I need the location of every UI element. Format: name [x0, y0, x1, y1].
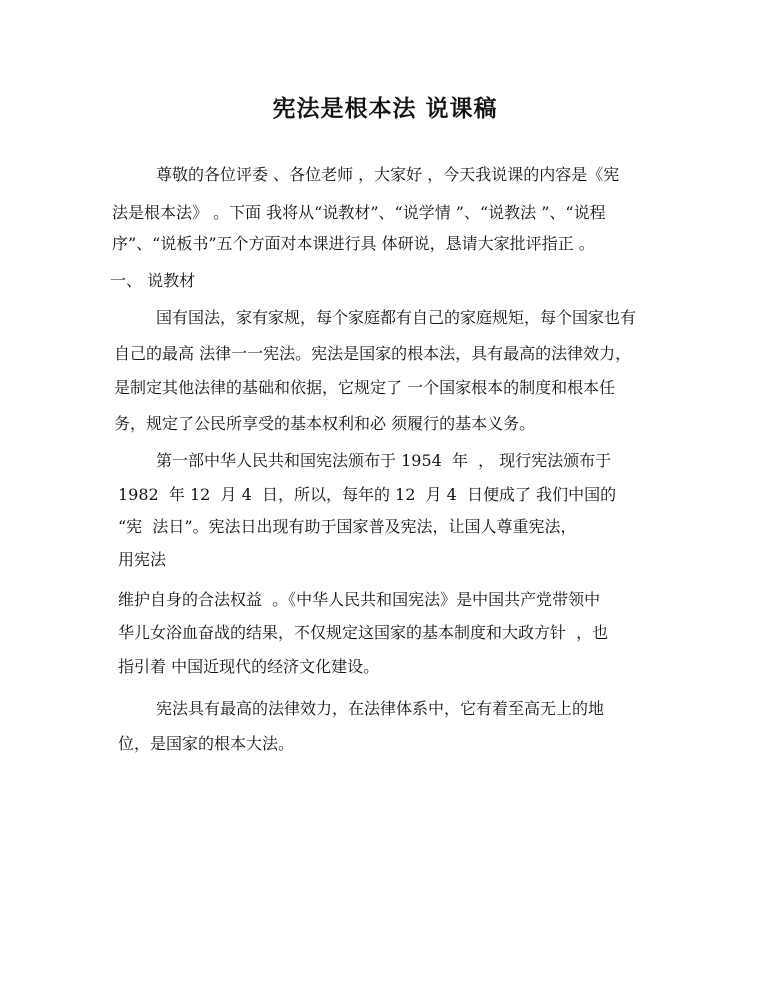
para3-line-2: 华儿女浴血奋战的结果，不仅规定这国家的基本制度和大政方针 ，也 — [118, 623, 609, 642]
intro-line-3: 序”、“说板书”五个方面对本课进行具 体研说，恳请大家批评指正 。 — [112, 234, 595, 253]
para2-line-4: 用宪法 — [118, 550, 167, 569]
para2-line-2: 1982 年 12 月 4 日，所以，每年的 12 月 4 日便成了 我们中国的 — [118, 485, 617, 504]
para1-line-1: 国有国法，家有家规，每个家庭都有自己的家庭规矩，每个国家也有 — [156, 308, 637, 327]
para1-line-4: 务，规定了公民所享受的基本权利和必 须履行的基本义务。 — [114, 414, 536, 433]
para4-line-2: 位，是国家的根本大法。 — [118, 734, 295, 753]
para3-line-3: 指引着 中国近现代的经济文化建设。 — [118, 657, 380, 676]
para3-line-1: 维护自身的合法权益 。《中华人民共和国宪法》是中国共产党带领中 — [118, 590, 601, 609]
para1-line-2: 自己的最高 法律一一宪法。宪法是国家的根本法，具有最高的法律效力， — [114, 344, 632, 363]
document-title: 宪法是根本法 说课稿 — [272, 95, 498, 122]
para4-line-1: 宪法具有最高的法律效力，在法律体系中，它有着至高无上的地 — [156, 699, 605, 718]
para1-line-3: 是制定其他法律的基础和依据，它规定了 一个国家根本的制度和根本任 — [114, 378, 616, 397]
intro-line-1: 尊敬的各位评委 、各位老师 ，大家好 ，今天我说课的内容是《宪 — [156, 165, 620, 184]
para2-line-3: “宪 法日”。宪法日出现有助于国家普及宪法，让国人尊重宪法， — [118, 517, 577, 536]
para2-line-1: 第一部中华人民共和国宪法颁布于 1954 年 ， 现行宪法颁布于 — [156, 451, 612, 470]
section-heading-teaching-material: 一、 说教材 — [110, 271, 196, 290]
intro-line-2: 法是根本法》 。下面 我将从“说教材”、“说学情 ”、“说教法 ”、“说程 — [112, 203, 606, 222]
